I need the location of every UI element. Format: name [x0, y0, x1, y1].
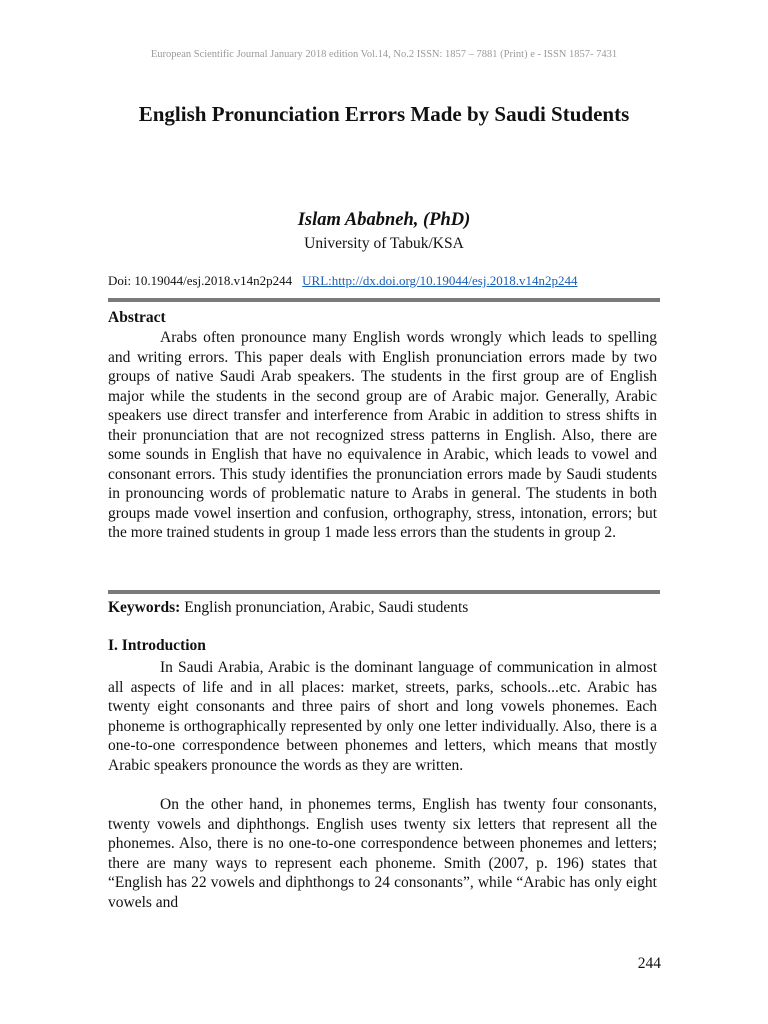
author-name: Islam Ababneh, (PhD) [297, 210, 471, 230]
introduction-heading: I. Introduction [108, 637, 206, 654]
paper-title: English Pronunciation Errors Made by Saudi Students [138, 102, 630, 126]
keywords-text: English pronunciation, Arabic, Saudi students [184, 599, 469, 616]
keywords-line [108, 599, 660, 617]
page-number: 244 [637, 955, 661, 972]
doi-text: Doi: 10.19044/esj.2018.v14n2p244 [108, 273, 293, 288]
abstract-text: Arabs often pronounce many English words wrongly which leads to spelling and writing errors. This paper deals with English pronunciation errors made by two groups of native Saudi Arab speakers. The students in the first group are of English major while the students in the second group are of Arabic major. Generally, Arabic speakers use direct transfer and interference from Arabic in addition to stress shifts in their pronunciation that are not recognized stress patterns in English. Also, there are some sounds in English that have no equivalence in Arabic, which leads to vowel and consonant errors. This study identifies the pronunciation errors made by Saudi students in pronouncing words of problematic nature to Arabs in general. The students in both groups made vowel insertion and confusion, orthography, stress, intonation, errors; but the more trained students in group 1 made less errors than the students in group 2. [108, 329, 657, 541]
doi-line [108, 273, 668, 289]
introduction-paragraph-2: On the other hand, in phonemes terms, English has twenty four consonants, twenty vowels and diphthongs. English uses twenty six letters that represent all the phonemes. Also, there is no one-to-one correspondence between phonemes and letters; there are many ways to represent each phoneme. Smith (2007, p. 196) states that “English has 22 vowels and diphthongs to 24 consonants”, while “Arabic has only eight vowels and [108, 796, 657, 911]
author-affiliation: University of Tabuk/KSA [304, 235, 464, 252]
abstract-top-rule [108, 298, 660, 302]
doi-url-link[interactable]: URL:http://dx.doi.org/10.19044/esj.2018.v14n2p244 [302, 273, 578, 288]
abstract-bottom-rule [108, 590, 660, 594]
abstract-heading: Abstract [108, 309, 166, 326]
running-header: European Scientific Journal January 2018 edition Vol.14, No.2 ISSN: 1857 – 7881 (Print) e - ISSN 1857- 7431 [150, 49, 618, 60]
introduction-paragraph-1: In Saudi Arabia, Arabic is the dominant language of communication in almost all aspects of life and in all places: market, streets, parks, schools...etc. Arabic has twenty eight consonants and three pairs of short and long vowels phonemes. Each phoneme is orthographically represented by only one letter individually. Also, there is a one-to-one correspondence between phonemes and letters, which means that mostly Arabic speakers pronounce the words as they are written. [108, 659, 657, 774]
keywords-label: Keywords: [108, 599, 181, 616]
